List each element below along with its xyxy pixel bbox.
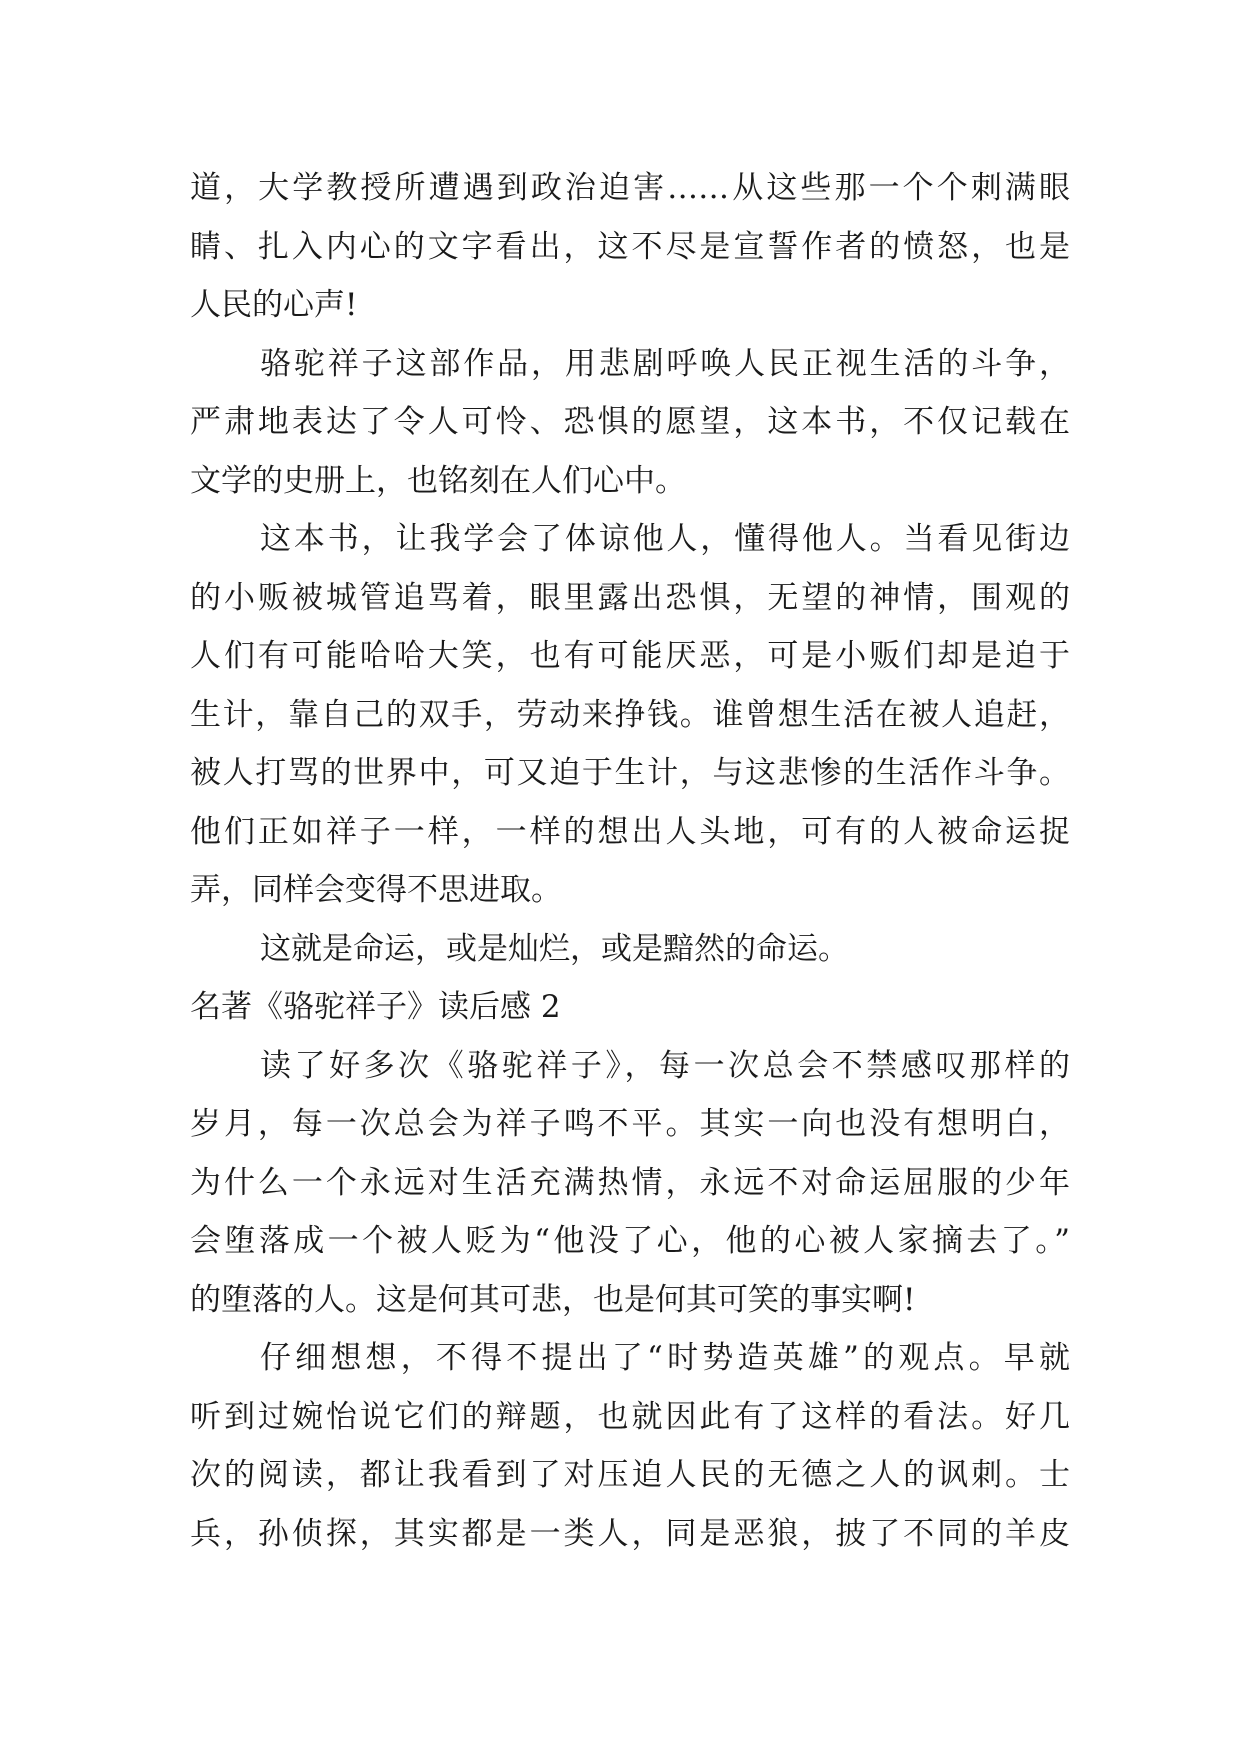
text-line: 次的阅读，都让我看到了对压迫人民的无德之人的讽刺。士 bbox=[190, 1457, 1070, 1493]
text-line: 文学的史册上，也铭刻在人们心中。 bbox=[190, 462, 686, 499]
text-line: 道，大学教授所遭遇到政治迫害……从这些那一个个刺满眼 bbox=[190, 170, 1070, 206]
text-line: 被人打骂的世界中，可又迫于生计，与这悲惨的生活作斗争。 bbox=[190, 755, 1070, 791]
text-line: 的堕落的人。这是何其可悲，也是何其可笑的事实啊! bbox=[190, 1281, 916, 1318]
body-text bbox=[190, 159, 1070, 1563]
text-line: 这就是命运，或是灿烂，或是黯然的命运。 bbox=[260, 930, 849, 967]
text-line: 严肃地表达了令人可怜、恐惧的愿望，这本书，不仅记载在 bbox=[190, 404, 1070, 440]
text-line: 为什么一个永远对生活充满热情，永远不对命运屈服的少年 bbox=[190, 1164, 1070, 1201]
text-line: 睛、扎入内心的文字看出，这不尽是宣誓作者的愤怒，也是 bbox=[190, 228, 1070, 265]
text-line: 的小贩被城管追骂着，眼里露出恐惧，无望的神情，围观的 bbox=[190, 579, 1070, 616]
text-line: 仔细想想，不得不提出了“时势造英雄”的观点。早就 bbox=[260, 1340, 1070, 1376]
text-line: 弄，同样会变得不思进取。 bbox=[190, 872, 562, 908]
text-line: 人们有可能哈哈大笑，也有可能厌恶，可是小贩们却是迫于 bbox=[190, 638, 1070, 674]
text-line: 会堕落成一个被人贬为“他没了心，他的心被人家摘去了。” bbox=[190, 1223, 1070, 1259]
text-line: 骆驼祥子这部作品，用悲剧呼唤人民正视生活的斗争， bbox=[260, 345, 1070, 382]
text-line: 岁月，每一次总会为祥子鸣不平。其实一向也没有想明白， bbox=[190, 1106, 1070, 1142]
text-line: 生计，靠自己的双手，劳动来挣钱。谁曾想生活在被人追赶， bbox=[190, 696, 1070, 733]
text-line: 兵，孙侦探，其实都是一类人，同是恶狼，披了不同的羊皮 bbox=[190, 1515, 1070, 1552]
text-line: 人民的心声! bbox=[190, 287, 358, 323]
text-line: 读了好多次《骆驼祥子》，每一次总会不禁感叹那样的 bbox=[260, 1047, 1070, 1084]
text-line: 他们正如祥子一样，一样的想出人头地，可有的人被命运捉 bbox=[190, 813, 1070, 850]
section-heading: 名著《骆驼祥子》读后感 2 bbox=[190, 989, 561, 1025]
text-line: 这本书，让我学会了体谅他人，懂得他人。当看见街边 bbox=[260, 521, 1070, 557]
text-line: 听到过婉怡说它们的辩题，也就因此有了这样的看法。好几 bbox=[190, 1398, 1070, 1435]
